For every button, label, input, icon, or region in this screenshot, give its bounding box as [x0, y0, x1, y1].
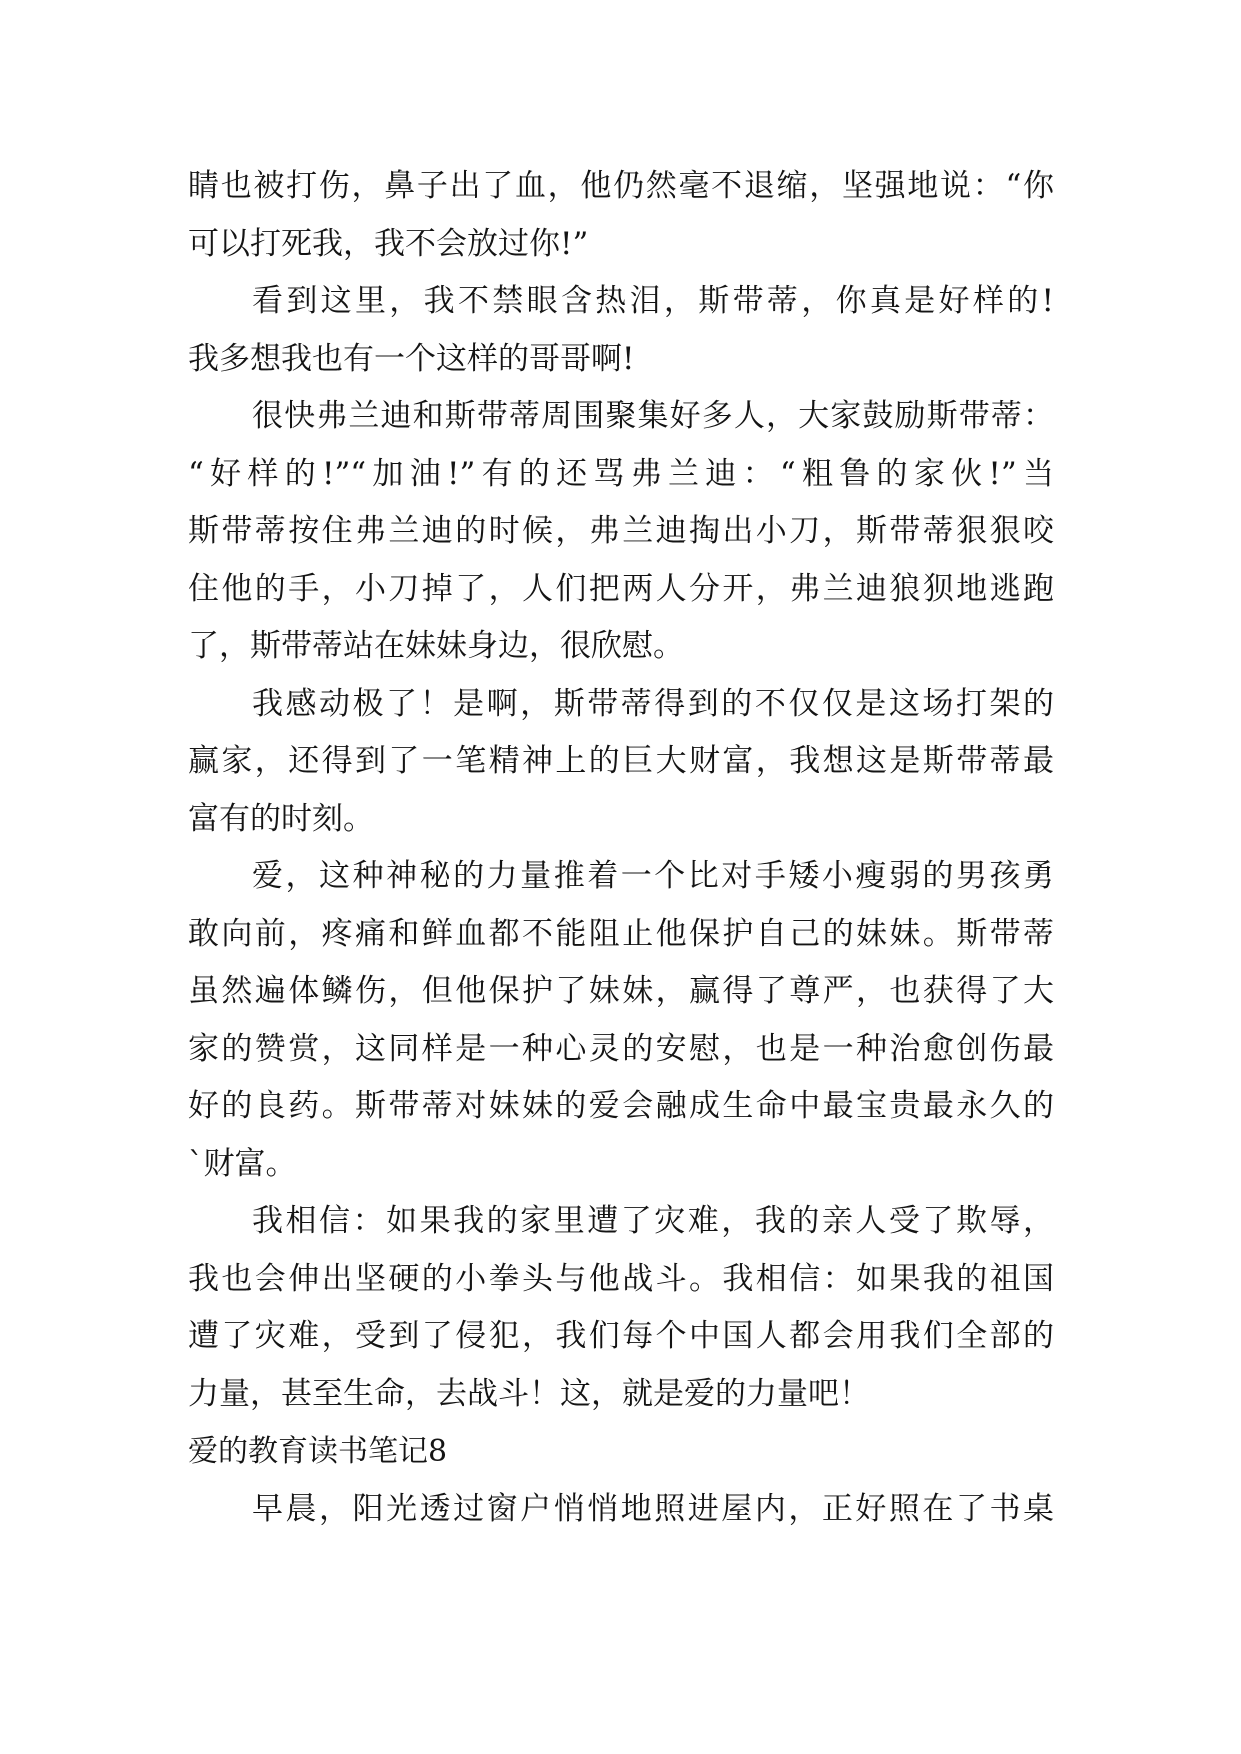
paragraph: [188, 676, 1054, 849]
paragraph: [188, 388, 1054, 676]
text-line: 力量，甚至生命，去战斗！这，就是爱的力量吧！: [188, 1375, 870, 1412]
text-line: 很快弗兰迪和斯带蒂周围聚集好多人，大家鼓励斯带蒂：: [252, 398, 1054, 434]
text-line: 早晨，阳光透过窗户悄悄地照进屋内，正好照在了书桌: [252, 1490, 1054, 1527]
paragraph: [188, 848, 1054, 1193]
text-line: 我多想我也有一个这样的哥哥啊!: [188, 340, 635, 377]
text-line: 遭了灾难，受到了侵犯，我们每个中国人都会用我们全部的: [188, 1318, 1054, 1354]
section-heading: 爱的教育读书笔记8: [188, 1434, 448, 1469]
text-line: 家的赞赏，这同样是一种心灵的安慰，也是一种治愈创伤最: [188, 1030, 1054, 1067]
paragraph: [188, 273, 1054, 388]
text-line: 看到这里，我不禁眼含热泪，斯带蒂，你真是好样的!: [252, 283, 1054, 319]
text-line: 了，斯带蒂站在妹妹身边，很欣慰。: [188, 628, 684, 664]
text-line: 爱，这种神秘的力量推着一个比对手矮小瘦弱的男孩勇: [252, 858, 1054, 894]
text-line: 斯带蒂按住弗兰迪的时候，弗兰迪掏出小刀，斯带蒂狠狠咬: [188, 513, 1054, 549]
paragraph: [188, 1481, 1054, 1539]
text-line: 可以打死我，我不会放过你!”: [188, 225, 589, 262]
text-line: 我感动极了！是啊，斯带蒂得到的不仅仅是这场打架的: [252, 685, 1054, 722]
text-line: 虽然遍体鳞伤，但他保护了妹妹，赢得了尊严，也获得了大: [188, 973, 1054, 1009]
text-line: “好样的!”“加油!”有的还骂弗兰迪：“粗鲁的家伙!”当: [188, 455, 1054, 492]
text-line: 敢向前，疼痛和鲜血都不能阻止他保护自己的妹妹。斯带蒂: [188, 915, 1054, 952]
text-line: `财富。: [188, 1145, 297, 1182]
paragraph: [188, 158, 1054, 273]
text-line: 我相信：如果我的家里遭了灾难，我的亲人受了欺辱，: [252, 1203, 1054, 1239]
text-line: 好的良药。斯带蒂对妹妹的爱会融成生命中最宝贵最永久的: [188, 1088, 1054, 1124]
text-line: 赢家，还得到了一笔精神上的巨大财富，我想这是斯带蒂最: [188, 743, 1054, 779]
paragraph: [188, 1193, 1054, 1423]
document-body: [188, 158, 1054, 1538]
text-line: 睛也被打伤，鼻子出了血，他仍然毫不退缩，坚强地说：“你: [188, 168, 1054, 204]
text-line: 我也会伸出坚硬的小拳头与他战斗。我相信：如果我的祖国: [188, 1260, 1054, 1297]
text-line: 富有的时刻。: [188, 800, 374, 837]
text-line: 住他的手，小刀掉了，人们把两人分开，弗兰迪狼狈地逃跑: [188, 570, 1054, 607]
